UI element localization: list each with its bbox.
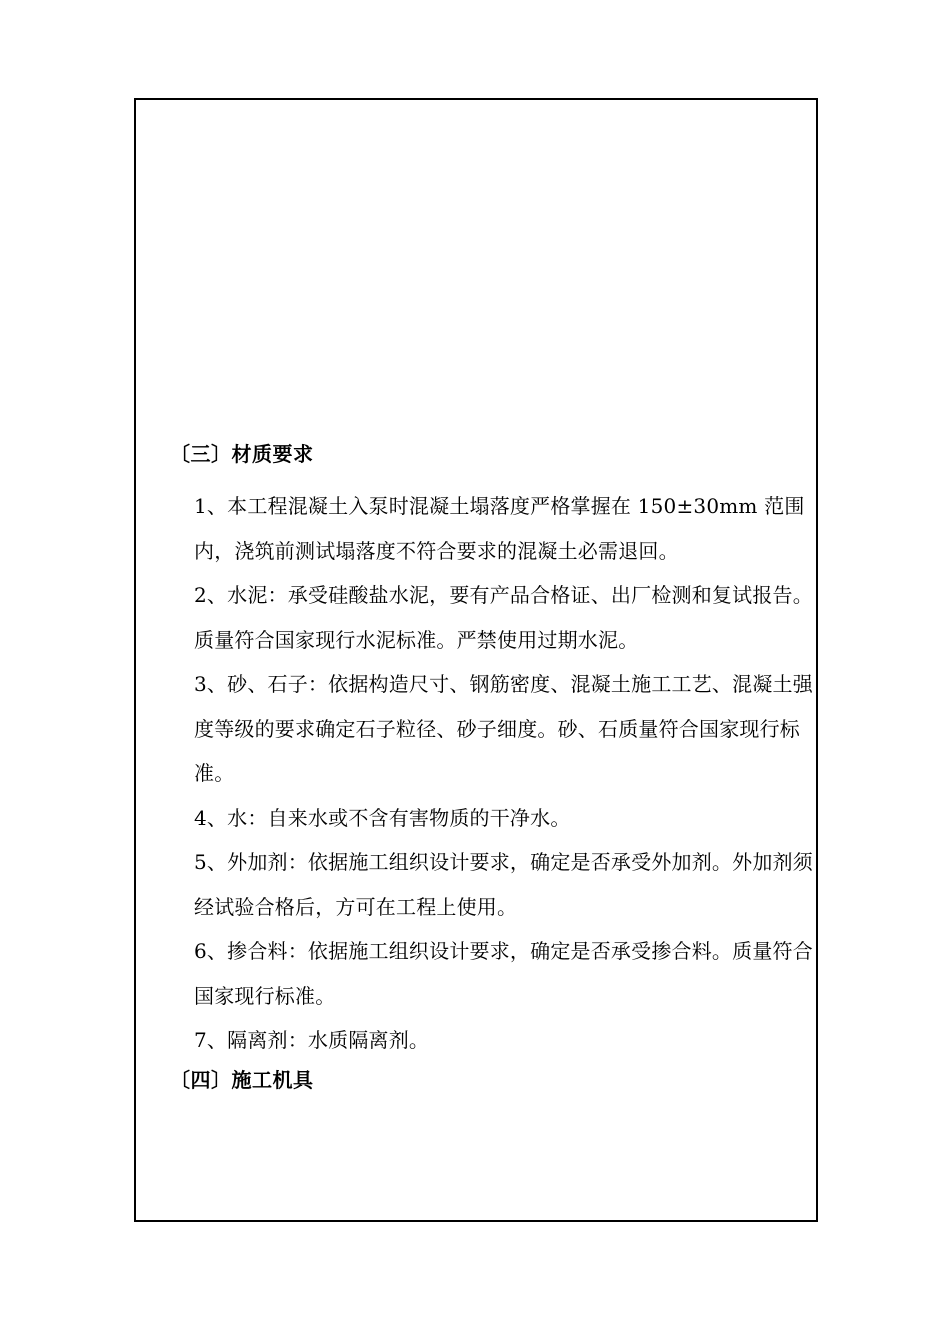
- list-item: 6、掺合料：依据施工组织设计要求，确定是否承受掺合料。质量符合国家现行标准。: [194, 939, 813, 1008]
- materials-list: [194, 484, 814, 1063]
- document-frame: [134, 98, 818, 1222]
- list-item: 2、水泥：承受硅酸盐水泥，要有产品合格证、出厂检测和复试报告。质量符合国家现行水泥标准。严禁使用过期水泥。: [194, 583, 813, 652]
- list-item: 7、隔离剂：水质隔离剂。: [194, 1028, 430, 1052]
- list-item: 1、本工程混凝土入泵时混凝土塌落度严格掌握在 150±30mm 范围内，浇筑前测试塌落度不符合要求的混凝土必需退回。: [194, 494, 805, 563]
- list-item: 3、砂、石子：依据构造尺寸、钢筋密度、混凝土施工工艺、混凝土强度等级的要求确定石子粒径、砂子细度。砂、石质量符合国家现行标准。: [194, 672, 813, 785]
- list-item: 4、水：自来水或不含有害物质的干净水。: [194, 805, 571, 830]
- list-item: 5、外加剂：依据施工组织设计要求，确定是否承受外加剂。外加剂须经试验合格后，方可在工程上使用。: [194, 850, 813, 919]
- section-heading-materials: 〔三〕材质要求: [170, 442, 314, 466]
- document-content: [136, 100, 816, 1220]
- section-heading-equipment: 〔四〕施工机具: [170, 1068, 314, 1092]
